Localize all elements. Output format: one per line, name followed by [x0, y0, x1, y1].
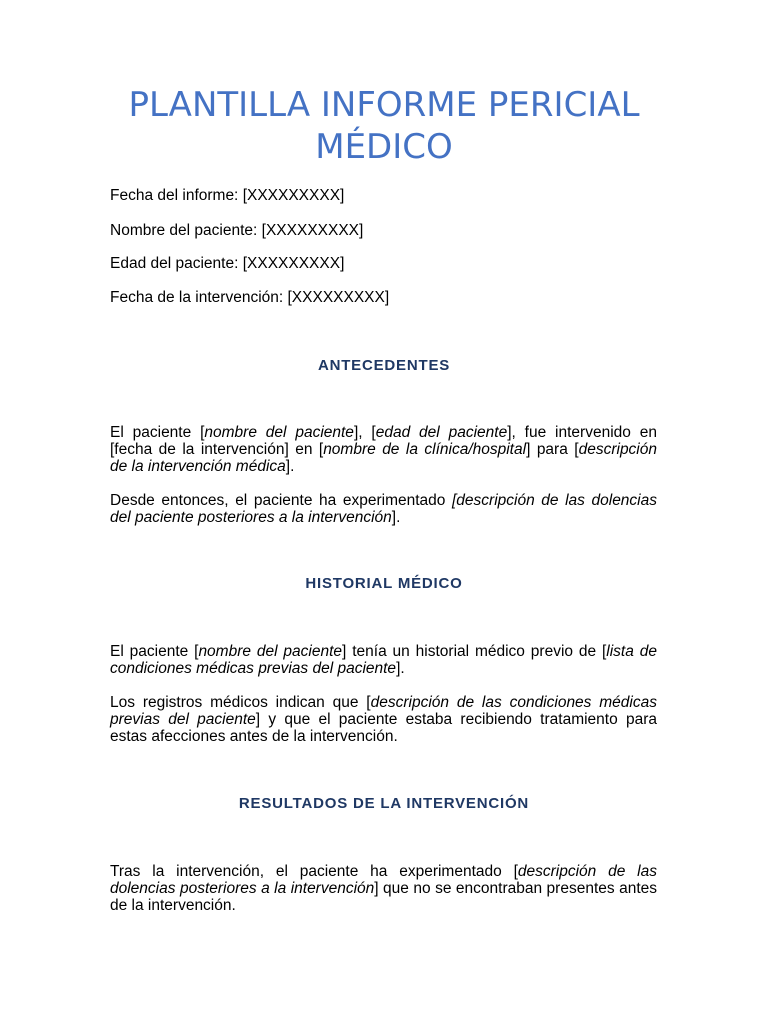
- placeholder-text: nombre del paciente: [198, 643, 343, 660]
- placeholder-text: edad del paciente: [375, 424, 508, 441]
- section-heading-resultados: RESULTADOS DE LA INTERVENCIÓN: [238, 795, 530, 812]
- text-segment: ] que no se encontraban presentes antes de la intervención.: [110, 880, 657, 914]
- field-value: [XXXXXXXXX]: [261, 222, 364, 239]
- placeholder-text: nombre del paciente: [204, 424, 354, 441]
- document-title-line-1: PLANTILLA INFORME PERICIAL: [128, 85, 640, 125]
- text-segment: ] para [: [526, 441, 579, 458]
- field-value: [XXXXXXXXX]: [287, 289, 390, 306]
- placeholder-text: lista de condiciones médicas previas del paciente: [110, 643, 657, 677]
- text-segment: Desde entonces, el paciente ha experimentado: [110, 492, 452, 509]
- placeholder-text: nombre de la clínica/hospital: [323, 441, 527, 458]
- field-value: [XXXXXXXXX]: [242, 187, 345, 204]
- field-value: [XXXXXXXXX]: [242, 255, 345, 272]
- text-segment: ] tenía un historial médico previo de [: [342, 643, 607, 660]
- document-title-line-2: MÉDICO: [315, 127, 453, 167]
- field-label: Nombre del paciente:: [110, 222, 258, 239]
- text-segment: Tras la intervención, el paciente ha experimentado [: [110, 863, 518, 880]
- placeholder-text: [descripción de las dolencias del paciente posteriores a la intervención: [110, 492, 657, 526]
- field-edad-paciente: [110, 255, 344, 272]
- text-segment: ] y que el paciente estaba recibiendo tratamiento para estas afecciones antes de la intervención.: [110, 711, 657, 745]
- antecedentes-paragraph-2: [110, 492, 657, 526]
- placeholder-text: descripción de las condiciones médicas previas del paciente: [110, 694, 657, 728]
- historial-paragraph-2: [110, 694, 657, 745]
- placeholder-text: descripción de las dolencias posteriores a la intervención: [110, 863, 657, 897]
- antecedentes-paragraph-1: [110, 424, 657, 475]
- text-segment: El paciente [: [110, 643, 199, 660]
- field-label: Edad del paciente:: [110, 255, 239, 272]
- field-label: Fecha de la intervención:: [110, 289, 284, 306]
- text-segment: ].: [396, 660, 405, 677]
- section-heading-historial-medico: HISTORIAL MÉDICO: [305, 575, 463, 592]
- field-fecha-intervencion: [110, 289, 389, 306]
- text-segment: ], fue intervenido en [fecha de la intervención] en [: [110, 424, 657, 458]
- text-segment: ].: [391, 509, 401, 526]
- field-nombre-paciente: [110, 222, 363, 239]
- section-heading-antecedentes: ANTECEDENTES: [317, 357, 451, 374]
- historial-paragraph-1: [110, 643, 657, 677]
- text-segment: ], [: [353, 424, 376, 441]
- text-segment: ].: [285, 458, 295, 475]
- text-segment: El paciente [: [110, 424, 205, 441]
- text-segment: Los registros médicos indican que [: [110, 694, 371, 711]
- document-title: [0, 84, 768, 168]
- field-label: Fecha del informe:: [110, 187, 239, 204]
- placeholder-text: descripción de la intervención médica: [110, 441, 657, 475]
- field-fecha-informe: [110, 187, 344, 204]
- resultados-paragraph-1: [110, 863, 657, 914]
